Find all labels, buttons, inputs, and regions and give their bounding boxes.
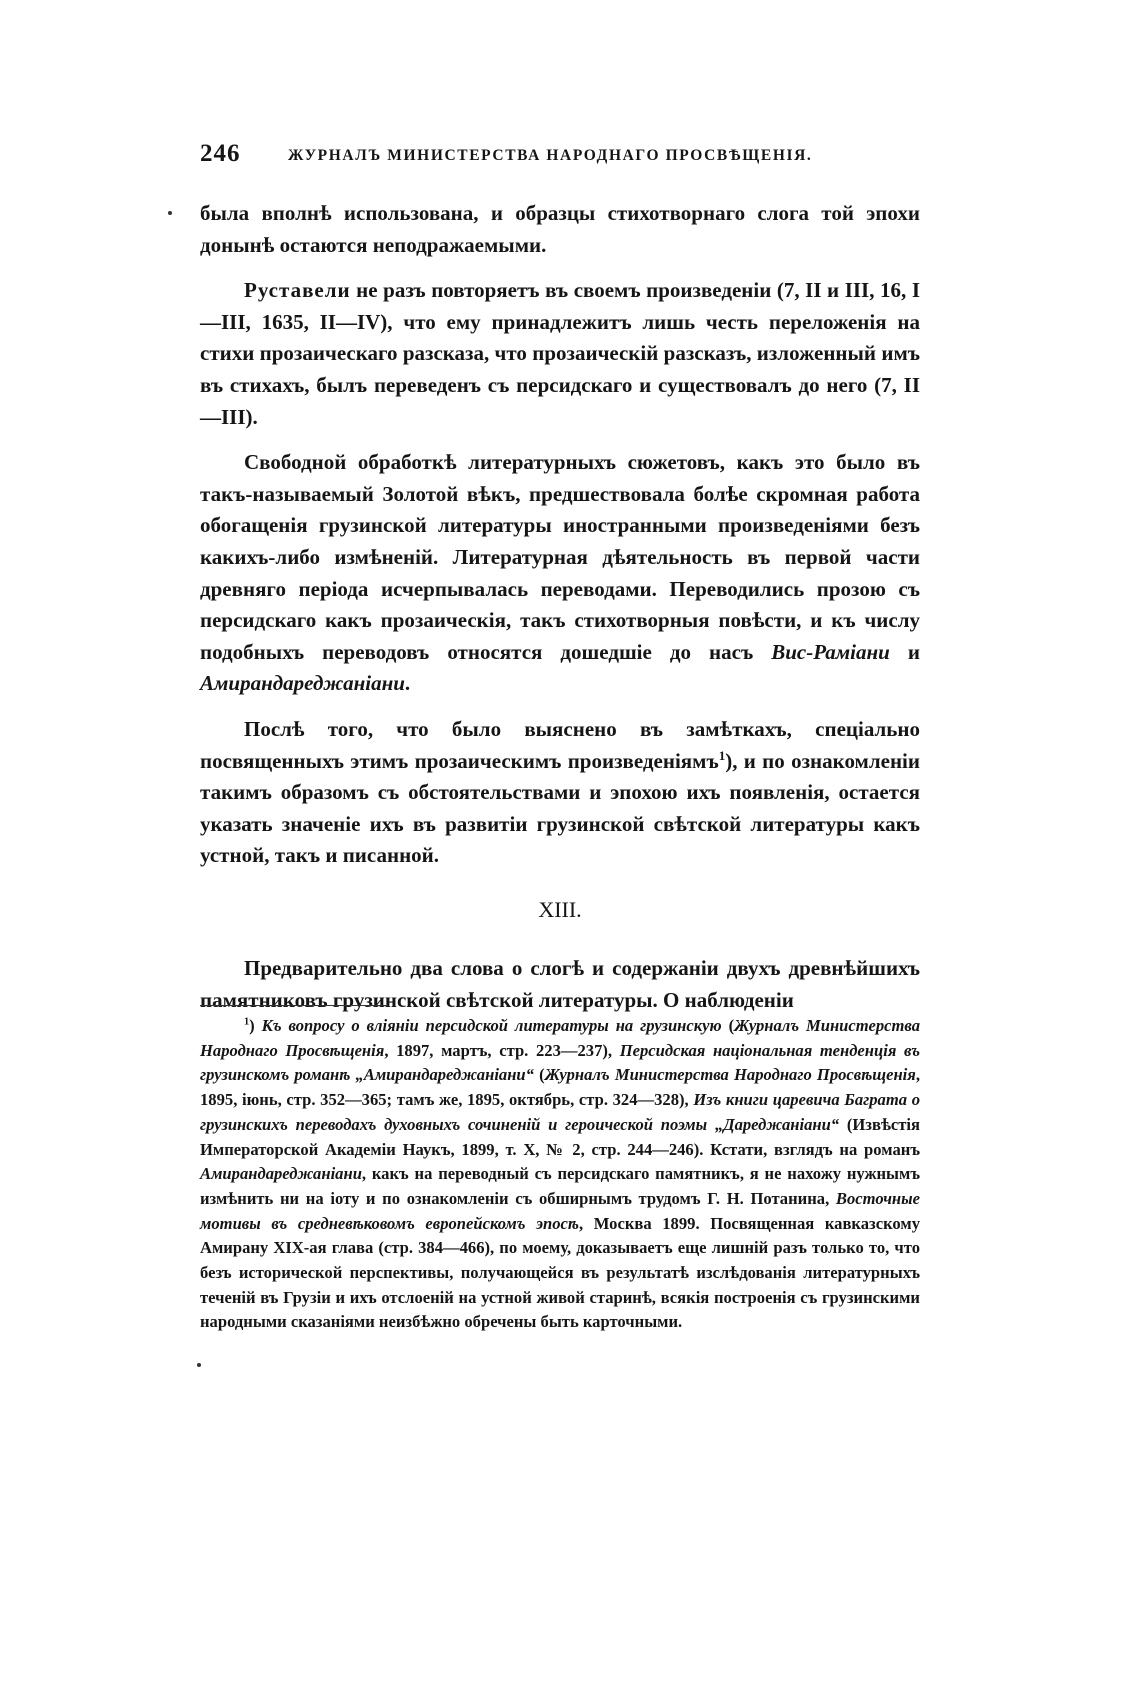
title-amirandarejaniani: Амирандареджаніани (200, 671, 405, 696)
paragraph-notes (200, 714, 920, 872)
footnote-text: ( (721, 1016, 735, 1035)
paragraph-golden-age (200, 447, 920, 700)
main-text (200, 198, 920, 1031)
running-title: ЖУРНАЛЪ МИНИСТЕРСТВА НАРОДНАГО ПРОСВѢЩЕНІЯ. (288, 147, 813, 164)
footnote-text: (Извѣстія Императорской Академіи Наукъ, 1899, т. X, № 2, стр. 244—246). Кстати, взглядъ на романъ (200, 1114, 921, 1159)
author-name: Руставели (244, 278, 351, 303)
print-speck (197, 1363, 201, 1367)
footnote-title: Изъ книги царевича Баграта о грузинскихъ переводахъ духовныхъ сочиненій и героической поэмы „Дареджаніани“ (200, 1090, 920, 1134)
footnote-marker: 1 (244, 1016, 250, 1028)
footnote-text: , какъ на переводный съ персидскаго памятникъ, я не нахожу нужнымъ измѣнить ни на іоту и по ознакомленіи съ обширнымъ трудомъ Г. Н. Потанина, (200, 1164, 920, 1208)
footnote-reference: 1 (718, 747, 726, 763)
paragraph-text: Послѣ того, что было выяснено въ замѣткахъ, спеціально посвященныхъ этимъ прозаическимъ произведеніямъ (200, 716, 920, 773)
period: . (404, 671, 411, 696)
footnote-paren: ) (249, 1016, 262, 1035)
title-vis-ramiani: Вис-Раміани (771, 639, 890, 664)
section-heading: XIII. (538, 896, 582, 922)
footnote-journal: Журналъ Министерства Народнаго Просвѣщенія (544, 1065, 916, 1085)
print-speck (168, 211, 172, 215)
footnote-title: Амирандареджаніани (200, 1164, 362, 1184)
paragraph-preliminary: Предварительно два слова о слогѣ и содержаніи двухъ древнѣйшихъ памятниковъ грузинской свѣтской литературы. О наблюденіи (200, 956, 920, 1013)
footnote-divider (200, 1005, 388, 1006)
footnote-title: Къ вопросу о вліяніи персидской литературы на грузинскую (261, 1016, 722, 1035)
paragraph-text: Свободной обработкѣ литературныхъ сюжетовъ, какъ это было въ такъ-называемый Золотой вѣкъ, предшествовала болѣе скромная работа обогащенія грузинской литературы иностранными произведеніями безъ какихъ-либо измѣненій. Литературная дѣятельность въ первой части древняго періода исчерпывалась переводами. Переводились прозою съ персидскаго какъ прозаическія, такъ стихотворныя повѣсти, и къ числу подобныхъ переводовъ относятся дошедшіе до насъ (200, 450, 920, 664)
footnote-text: , 1895, іюнь, стр. 352—365; тамъ же, 1895, октябрь, стр. 324—328), (200, 1065, 920, 1110)
paragraph-text-rest: ), и по ознакомленіи такимъ образомъ съ обстоятельствами и эпохою ихъ появленія, остается указать значеніе ихъ въ развитіи грузинской свѣтской литературы какъ устной, такъ и писанной. (200, 748, 920, 868)
paragraph-continuation: была вполнѣ использована, и образцы стихотворнаго слога той эпохи донынѣ остаются неподражаемыми. (200, 201, 920, 257)
footnote-journal: Журналъ Министерства Народнаго Просвѣщенія (200, 1016, 920, 1060)
conjunction: и (889, 639, 920, 664)
footnote (200, 1014, 920, 1335)
footnote-title: Персидская національная тенденція въ грузинскомъ романѣ „Амирандареджаніани“ (200, 1040, 920, 1085)
paragraph-text: не разъ повторяетъ въ своемъ произведеніи (7, II и III, 16, I—III, 1635, II—IV), что ему принадлежитъ лишь честь переложенія на стихи прозаическаго разсказа, что прозаическій разсказъ, изложенный имъ въ стихахъ, былъ переведенъ съ персидскаго и существовалъ до него (7, II—III). (200, 278, 920, 429)
footnote-text: , Москва 1899. Посвященная кавказскому Амирану XIX-ая глава (стр. 384—466), по моему, доказываетъ еще лишній разъ только то, что безъ исторической перспективы, получающейся въ результатѣ изслѣдованія литературныхъ теченій въ Грузіи и ихъ отслоеній на устной живой старинѣ, всякія построенія съ грузинскими народными сказаніями неизбѣжно обречены быть карточными. (200, 1213, 920, 1332)
page-header (200, 140, 920, 174)
footnote-title: Восточные мотивы въ средневѣковомъ европейскомъ эпосѣ (200, 1188, 920, 1233)
footnote-text: , 1897, мартъ, стр. 223—237), (384, 1040, 620, 1060)
paragraph-rustaveli (200, 275, 920, 433)
footnote-text: ( (533, 1065, 545, 1085)
page-number: 246 (200, 140, 241, 167)
